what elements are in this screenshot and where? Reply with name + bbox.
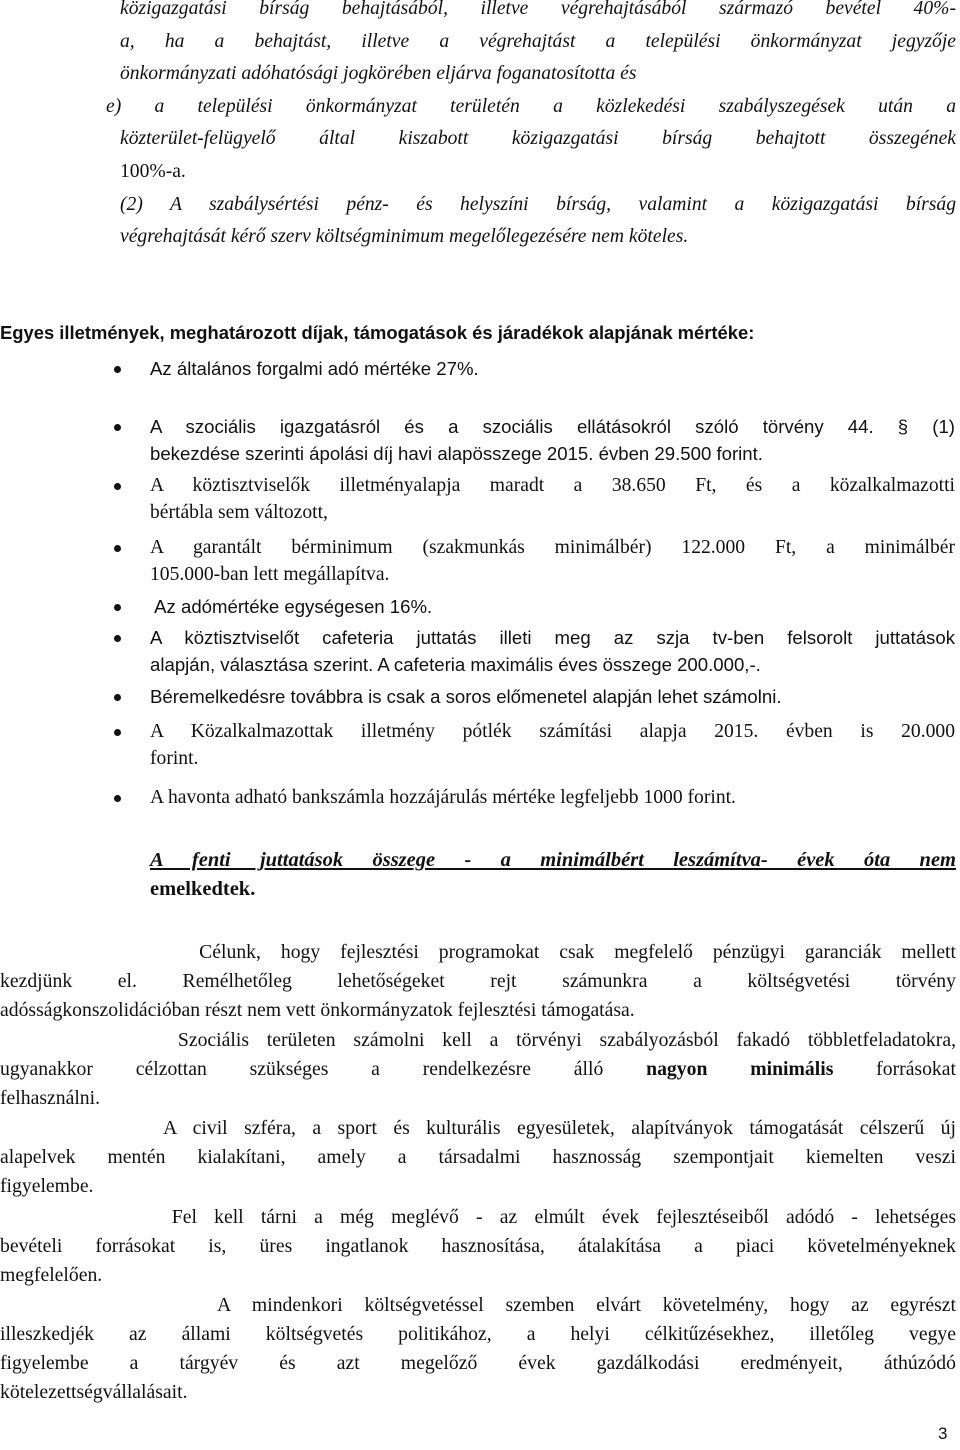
list-item: A Közalkalmazottak illetmény pótlék számítási alapja 2015. évben is 20.000 forint. bbox=[150, 719, 955, 772]
bold-phrase: nagyon minimális bbox=[646, 1058, 834, 1080]
paragraph: Szociális területen számolni kell a törvényi szabályozásból fakadó többletfeladatokra, ugyanakkor célzottan szükséges a rendelkezésre álló nagyon minimális forrásokat felhasználni. bbox=[0, 1029, 956, 1109]
italic-line: (2) A szabálysértési pénz- és helyszíni bírság, valamint a közigazgatási bírság bbox=[120, 193, 956, 215]
emphasis-line: emelkedtek. bbox=[150, 877, 256, 900]
list-item: A garantált bérminimum (szakmunkás minimálbér) 122.000 Ft, a minimálbér 105.000-ban lett megállapítva. bbox=[150, 535, 955, 588]
bullet-icon bbox=[114, 604, 121, 611]
italic-line: e) a települési önkormányzat területén a közlekedési szabályszegések után a bbox=[106, 95, 956, 117]
list-item: Az adómértéke egységesen 16%. bbox=[150, 594, 955, 621]
paragraph: A civil szféra, a sport és kulturális egyesületek, alapítványok támogatását célszerű új alapelvek mentén kialakítani, amely a társadalmi hasznosság szempontjait kiemelten veszi figyelembe. bbox=[0, 1117, 956, 1197]
italic-legal-text bbox=[106, 0, 956, 254]
italic-line: 100%-a. bbox=[120, 160, 186, 182]
paragraph: Fel kell tárni a még meglévő - az elmúlt évek fejlesztéseiből adódó - lehetséges bevételi forrásokat is, üres ingatlanok hasznosítása, átalakítása a piaci követelményeknek megfelelően. bbox=[0, 1206, 956, 1286]
list-item: A havonta adható bankszámla hozzájárulás mértéke legfeljebb 1000 forint. bbox=[150, 785, 955, 812]
bullet-icon bbox=[114, 483, 121, 490]
bullet-icon bbox=[114, 635, 121, 642]
bullet-icon bbox=[114, 694, 121, 701]
italic-line: önkormányzati adóhatósági jogkörében eljárva foganatosította és bbox=[120, 63, 637, 85]
bullet-icon bbox=[114, 366, 121, 373]
bullet-icon bbox=[114, 729, 121, 736]
italic-line: közigazgatási bírság behajtásából, illetve végrehajtásából származó bevétel 40%- bbox=[120, 0, 956, 19]
italic-line: közterület-felügyelő által kiszabott közigazgatási bírság behajtott összegének bbox=[120, 128, 956, 150]
emphasis-line: A fenti juttatások összege - a minimálbért leszámítva- évek óta nem bbox=[150, 849, 956, 871]
list-item: A köztisztviselők illetményalapja maradt a 38.650 Ft, és a közalkalmazotti bértábla sem változott, bbox=[150, 473, 955, 526]
list-item: Béremelkedésre továbbra is csak a soros előmenetel alapján lehet számolni. bbox=[150, 684, 955, 711]
bullet-icon bbox=[114, 545, 121, 552]
section-heading: Egyes illetmények, meghatározott díjak, támogatások és járadékok alapjának mértéke: bbox=[0, 322, 755, 343]
italic-line: végrehajtását kérő szerv költségminimum megelőlegezésére nem köteles. bbox=[120, 226, 689, 248]
page-number: 3 bbox=[938, 1424, 948, 1443]
list-item: A szociális igazgatásról és a szociális ellátásokról szóló törvény 44. § (1) bekezdése szerinti ápolási díj havi alapösszege 2015. évben 29.500 forint. bbox=[150, 414, 955, 467]
italic-line: a, ha a behajtást, illetve a végrehajtást a települési önkormányzat jegyzője bbox=[120, 30, 956, 52]
bullet-icon bbox=[114, 795, 121, 802]
paragraph: A mindenkori költségvetéssel szemben elvárt követelmény, hogy az egyrészt illeszkedjék az állami költségvetés politikához, a helyi célkitűzésekhez, illetőleg vegye figyelembe a tárgyév és azt megelőző évek gazdálkodási eredményeit, áthúzódó kötelezettségvállalásait. bbox=[0, 1294, 956, 1403]
list-item: A köztisztviselőt cafeteria juttatás illeti meg az szja tv-ben felsorolt juttatások alapján, választása szerint. A cafeteria maximális éves összege 200.000,-. bbox=[150, 625, 955, 678]
emphasis-statement bbox=[150, 846, 956, 903]
list-item: Az általános forgalmi adó mértéke 27%. bbox=[150, 356, 955, 383]
bullet-icon bbox=[114, 424, 121, 431]
paragraph: Célunk, hogy fejlesztési programokat csak megfelelő pénzügyi garanciák mellett kezdjünk el. Remélhetőleg lehetőségeket rejt számunkra a költségvetési törvény adósságkonszolidációban részt nem vett önkormányzatok fejlesztési támogatása. bbox=[0, 941, 956, 1021]
